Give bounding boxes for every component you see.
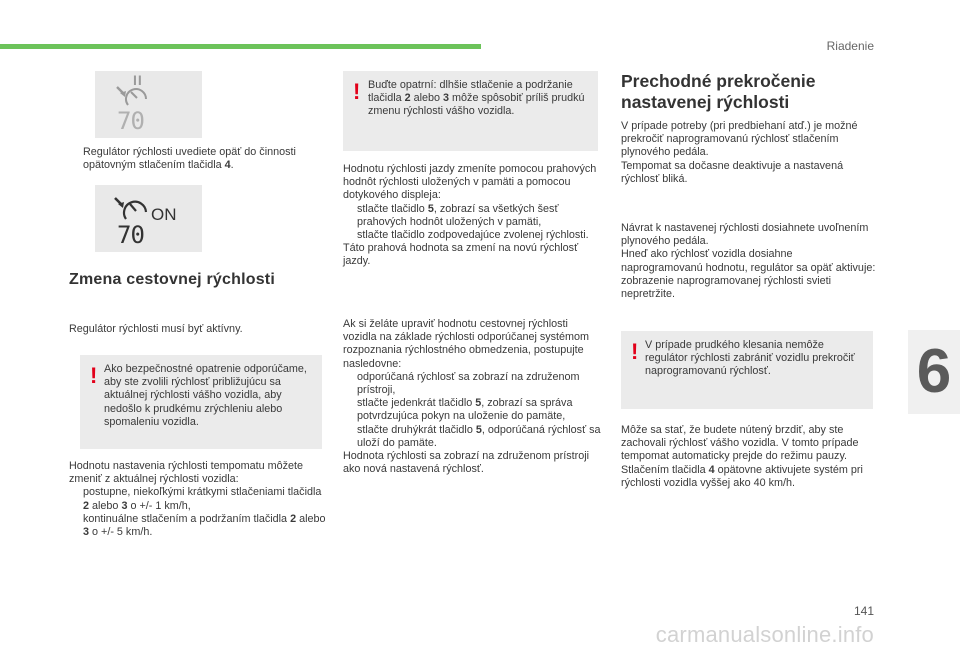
pause-icon: II xyxy=(133,72,143,88)
speed-limit-instructions: Ak si želáte upraviť hodnotu cestovnej rýchlosti vozidla na základe rýchlosti odporúčanej systémom rozpoznania rýchlostného obmedzenia, postupujte nasledovne: odporúčaná rýchlosť sa zobrazí na združenom prístroji, stlačte jedenkrát tlačidlo 5, zobrazí sa správa potvrdzujúca pokyn na uloženie do pamäte, stlačte druhýkrát tlačidlo 5, odporúčaná rýchlosť sa uloží do pamäte. Hodnota rýchlosti sa zobrazí na združenom prístroji ako nová nastavená rýchlosť. xyxy=(343,318,601,476)
exceed-text: V prípade potreby (pri predbiehaní atď.) je možné prekročiť naprogramovanú rýchlosť stlačením plynového pedála. Tempomat sa dočasne deaktivuje a nastavená rýchlosť bliká. xyxy=(621,120,858,185)
on-label: ON xyxy=(151,205,177,224)
heading-temporary-exceed: Prechodné prekročenie nastavenej rýchlosti xyxy=(621,71,816,112)
warning-box-right: ! V prípade prudkého klesania nemôže regulátor rýchlosti zabrániť vozidlu prekročiť naprogramovanú rýchlosť. xyxy=(621,331,873,409)
chapter-tab: 6 xyxy=(908,330,960,414)
return-text: Návrat k nastavenej rýchlosti dosiahnete uvoľnením plynového pedála. Hneď ako rýchlosť vozidla dosiahne naprogramovanú hodnotu, regulátor sa opäť aktivuje: zobrazenie naprogramovanej rýchlosti svieti nepretržite. xyxy=(621,222,876,301)
resume-note: Regulátor rýchlosti uvediete opäť do činnosti opätovným stlačením tlačidla 4. xyxy=(83,146,296,172)
warning-box-middle: ! Buďte opatrní: dlhšie stlačenie a podržanie tlačidla 2 alebo 3 môže spôsobiť príliš prudkú zmenu rýchlosti vášho vozidla. xyxy=(343,71,598,151)
cruise-paused-illustration xyxy=(95,71,202,138)
speed-display: 70 xyxy=(117,107,144,135)
page-number: 141 xyxy=(853,604,874,618)
warning-box-left: ! Ako bezpečnostné opatrenie odporúčame, aby ste zvolili rýchlosť približujúcu sa aktuálnej rýchlosti vášho vozidla, aby nedošlo k prudkému zrýchleniu alebo spomaleniu vozidla. xyxy=(80,355,322,449)
section-title: Riadenie xyxy=(826,39,874,53)
heading-change-speed: Zmena cestovnej rýchlosti xyxy=(69,271,275,288)
memory-speed-instructions: Hodnotu rýchlosti jazdy zmeníte pomocou prahových hodnôt rýchlosti uložených v pamäti a pomocou dotykového displeja: stlačte tlačidlo 5, zobrazí sa všetkých šesť prahových hodnôt uložených v pamäti, stlačte tlačidlo zodpovedajúce zvolenej rýchlosti. Táto prahová hodnota sa zmení na novú rýchlosť jazdy. xyxy=(343,163,597,268)
speed-display: 70 xyxy=(117,221,144,249)
warning-icon: ! xyxy=(353,79,361,104)
cruise-on-illustration xyxy=(95,185,202,252)
warning-icon: ! xyxy=(631,339,639,364)
braking-text: Môže sa stať, že budete nútený brzdiť, aby ste zachovali rýchlosť vášho vozidla. V tomto prípade tempomat automaticky prejde do režimu pauzy. Stlačením tlačidla 4 opätovne aktivujete systém pri rýchlosti vozidla vyššej ako 40 km/h. xyxy=(621,424,863,489)
top-accent-bar xyxy=(0,44,481,49)
warning-icon: ! xyxy=(90,363,98,388)
left-instructions: Hodnotu nastavenia rýchlosti tempomatu môžete zmeniť z aktuálnej rýchlosti vozidla: postupne, niekoľkými krátkymi stlačeniami tlačidla 2 alebo 3 o +/- 1 km/h, kontinuálne stlačením a podržaním tlačidla 2 alebo 3 o +/- 5 km/h. xyxy=(69,460,326,539)
watermark: carmanualsonline.info xyxy=(655,622,874,647)
intro-text: Regulátor rýchlosti musí byť aktívny. xyxy=(69,323,243,335)
